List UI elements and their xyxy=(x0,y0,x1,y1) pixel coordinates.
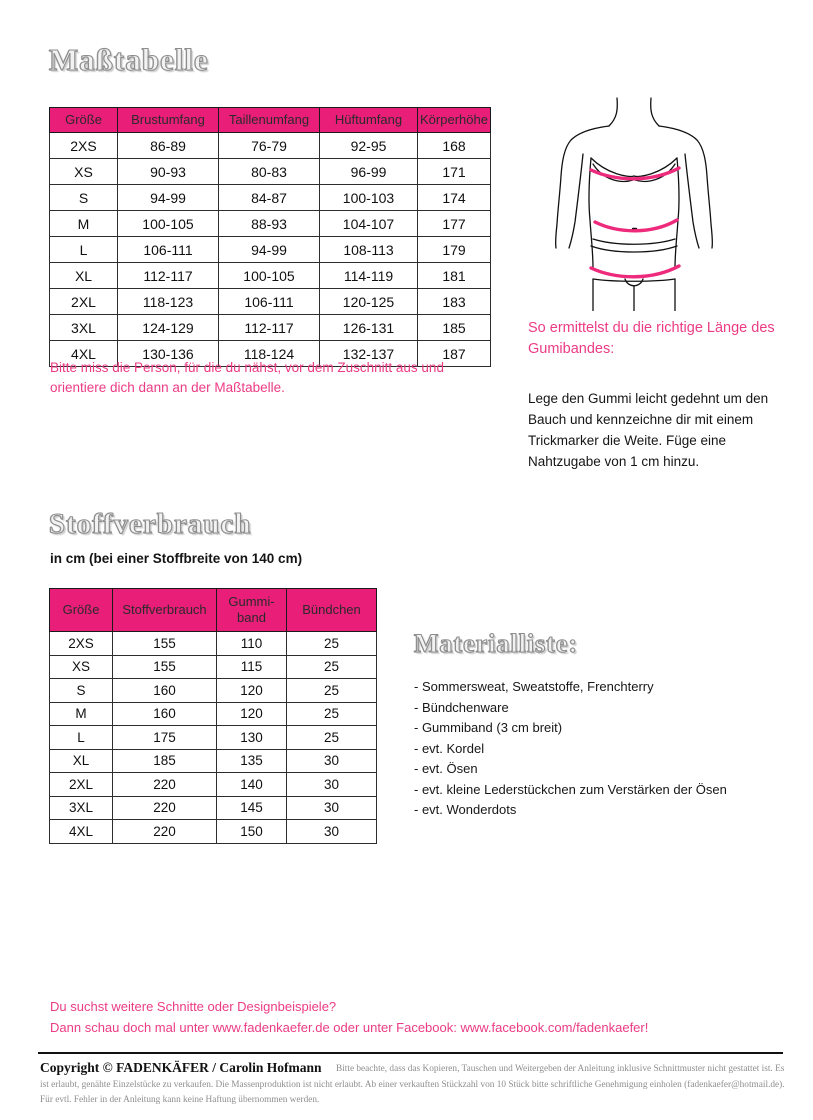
elastic-length-heading: So ermittelst du die richtige Länge des Gumibandes: xyxy=(528,320,775,357)
cell-height: 168 xyxy=(418,133,491,159)
cell-fabric: 185 xyxy=(113,749,217,773)
table-row xyxy=(50,263,491,289)
cell-waist: 106-111 xyxy=(219,289,320,315)
list-item: - Sommersweat, Sweatstoffe, Frenchterry xyxy=(414,679,654,694)
column-header-chest: Brustumfang xyxy=(118,108,219,133)
cell-elastic: 140 xyxy=(217,773,287,797)
cell-chest: 112-117 xyxy=(118,263,219,289)
table-row xyxy=(50,726,377,750)
cell-elastic: 145 xyxy=(217,796,287,820)
heading-masstabelle: Maßtabelle xyxy=(49,42,209,77)
table-row xyxy=(50,237,491,263)
cell-height: 181 xyxy=(418,263,491,289)
cell-hip: 114-119 xyxy=(320,263,418,289)
cell-size: 2XS xyxy=(50,133,118,159)
cell-cuff: 30 xyxy=(287,773,377,797)
cell-fabric: 155 xyxy=(113,655,217,679)
neck-left-line xyxy=(609,98,617,126)
cell-hip: 96-99 xyxy=(320,159,418,185)
cell-chest: 86-89 xyxy=(118,133,219,159)
torso-illustration-svg xyxy=(533,96,783,311)
cell-size: L xyxy=(50,726,113,750)
cell-elastic: 150 xyxy=(217,820,287,844)
cell-hip: 92-95 xyxy=(320,133,418,159)
chest-measure-line xyxy=(591,168,679,179)
table-row xyxy=(50,159,491,185)
elastic-length-instruction: Lege den Gummi leicht gedehnt um den Bauch und kennzeichne dir mit einem Trickmarker die Weite. Füge eine Nahtzugabe von 1 cm hinzu. xyxy=(528,391,769,469)
legal-fine-print: Bitte beachte, dass das Kopieren, Tauschen und Weitergeben der Anleitung inklusive Schnittmuster nicht gestattet ist. Es ist erlaubt, genähte Einzelstücke zu verkaufen. Die Massenproduktion ist nicht erlaubt. Ab einer verkauften Stückzahl von 10 Stück bitte schriftliche Genehmigung einholen (fadenkaefer@hotmail.de). Für evtl. Fehler in der Anleitung kann keine Haftung übernommen werden. xyxy=(40,1064,785,1106)
hip-measure-line xyxy=(591,266,679,277)
cell-size: 2XL xyxy=(50,289,118,315)
cell-chest: 94-99 xyxy=(118,185,219,211)
promo-line-1: Du suchst weitere Schnitte oder Designbeispiele? xyxy=(50,999,337,1014)
cell-fabric: 220 xyxy=(113,820,217,844)
column-header-waist: Taillenumfang xyxy=(219,108,320,133)
cell-size: 2XS xyxy=(50,632,113,656)
cell-height: 171 xyxy=(418,159,491,185)
table-row xyxy=(50,679,377,703)
column-header-hip: Hüftumfang xyxy=(320,108,418,133)
table-header-row xyxy=(50,589,377,632)
cell-fabric: 220 xyxy=(113,773,217,797)
table-row xyxy=(50,820,377,844)
column-header-fabric: Stoffverbrauch xyxy=(113,589,217,632)
cell-waist: 112-117 xyxy=(219,315,320,341)
cell-hip: 126-131 xyxy=(320,315,418,341)
cell-hip: 100-103 xyxy=(320,185,418,211)
cell-chest: 106-111 xyxy=(118,237,219,263)
cell-waist: 84-87 xyxy=(219,185,320,211)
list-item: - evt. Kordel xyxy=(414,740,485,756)
cell-height: 187 xyxy=(418,341,491,367)
cell-cuff: 30 xyxy=(287,749,377,773)
heading-materialliste: Materialliste: xyxy=(414,629,579,658)
cell-cuff: 25 xyxy=(287,632,377,656)
cell-size: XL xyxy=(50,263,118,289)
cell-elastic: 115 xyxy=(217,655,287,679)
cell-size: 3XL xyxy=(50,315,118,341)
column-header-size: Größe xyxy=(50,589,113,632)
waist-measure-line xyxy=(595,220,677,231)
cell-chest: 130-136 xyxy=(118,341,219,367)
cell-size: 4XL xyxy=(50,341,118,367)
cell-waist: 118-124 xyxy=(219,341,320,367)
table-row xyxy=(50,315,491,341)
table-row xyxy=(50,133,491,159)
cell-elastic: 110 xyxy=(217,632,287,656)
cell-size: S xyxy=(50,679,113,703)
cell-size: XS xyxy=(50,159,118,185)
cell-hip: 104-107 xyxy=(320,211,418,237)
list-item: - evt. kleine Lederstückchen zum Verstärken der Ösen xyxy=(414,781,727,797)
cell-hip: 108-113 xyxy=(320,237,418,263)
cell-elastic: 135 xyxy=(217,749,287,773)
cell-size: S xyxy=(50,185,118,211)
cell-elastic: 120 xyxy=(217,702,287,726)
cell-cuff: 25 xyxy=(287,679,377,703)
cell-height: 185 xyxy=(418,315,491,341)
cell-size: XL xyxy=(50,749,113,773)
cell-height: 174 xyxy=(418,185,491,211)
table-row xyxy=(50,655,377,679)
table-header-row xyxy=(50,108,491,133)
cell-waist: 80-83 xyxy=(219,159,320,185)
cell-height: 179 xyxy=(418,237,491,263)
cell-cuff: 30 xyxy=(287,820,377,844)
cell-elastic: 120 xyxy=(217,679,287,703)
cell-hip: 120-125 xyxy=(320,289,418,315)
cell-waist: 88-93 xyxy=(219,211,320,237)
column-header-height: Körperhöhe xyxy=(418,108,491,133)
promo-line-2[interactable]: Dann schau doch mal unter www.fadenkaefer.de oder unter Facebook: www.facebook.com/fadenkaefer! xyxy=(50,1020,649,1035)
table-row xyxy=(50,796,377,820)
cell-fabric: 155 xyxy=(113,632,217,656)
heading-stoffverbrauch: Stoffverbrauch xyxy=(49,508,252,540)
cell-cuff: 25 xyxy=(287,702,377,726)
torso-measurement-diagram xyxy=(533,96,783,316)
cell-chest: 100-105 xyxy=(118,211,219,237)
fabric-usage-subtitle: in cm (bei einer Stoffbreite von 140 cm) xyxy=(50,551,303,566)
cell-size: 4XL xyxy=(50,820,113,844)
copyright-notice: Copyright © FADENKÄFER / Carolin Hofmann xyxy=(40,1060,322,1075)
footer-divider xyxy=(38,1052,783,1054)
measurement-line-group xyxy=(591,168,679,277)
list-item: - Gummiband (3 cm breit) xyxy=(414,720,563,735)
table-row xyxy=(50,773,377,797)
table-row xyxy=(50,211,491,237)
material-list xyxy=(414,677,804,821)
table-row xyxy=(50,632,377,656)
cell-size: 3XL xyxy=(50,796,113,820)
cell-size: M xyxy=(50,702,113,726)
cell-size: XS xyxy=(50,655,113,679)
cell-chest: 124-129 xyxy=(118,315,219,341)
cell-height: 177 xyxy=(418,211,491,237)
table-row xyxy=(50,702,377,726)
list-item: - evt. Wonderdots xyxy=(414,802,517,817)
cell-hip: 132-137 xyxy=(320,341,418,367)
table-row xyxy=(50,749,377,773)
cell-cuff: 25 xyxy=(287,726,377,750)
list-item: - Bündchenware xyxy=(414,699,509,715)
measurement-table xyxy=(49,107,491,367)
cell-cuff: 25 xyxy=(287,655,377,679)
table-row xyxy=(50,289,491,315)
cell-fabric: 175 xyxy=(113,726,217,750)
fabric-usage-table xyxy=(49,588,377,844)
cell-fabric: 220 xyxy=(113,796,217,820)
cell-size: 2XL xyxy=(50,773,113,797)
cell-fabric: 160 xyxy=(113,702,217,726)
cell-size: L xyxy=(50,237,118,263)
column-header-elastic: Gummi-band xyxy=(217,589,287,632)
cell-chest: 118-123 xyxy=(118,289,219,315)
cell-chest: 90-93 xyxy=(118,159,219,185)
promo-block xyxy=(50,996,750,1038)
column-header-size: Größe xyxy=(50,108,118,133)
cell-fabric: 160 xyxy=(113,679,217,703)
cell-waist: 94-99 xyxy=(219,237,320,263)
cell-size: M xyxy=(50,211,118,237)
cell-cuff: 30 xyxy=(287,796,377,820)
list-item: - evt. Ösen xyxy=(414,761,478,776)
cell-waist: 100-105 xyxy=(219,263,320,289)
measure-instruction-text: Bitte miss die Person, für die du nähst, vor dem Zuschnitt aus und orientiere dich dann an der Maßtabelle. xyxy=(50,360,444,395)
table-row xyxy=(50,185,491,211)
cell-elastic: 130 xyxy=(217,726,287,750)
cell-waist: 76-79 xyxy=(219,133,320,159)
column-header-cuff: Bündchen xyxy=(287,589,377,632)
cell-height: 183 xyxy=(418,289,491,315)
